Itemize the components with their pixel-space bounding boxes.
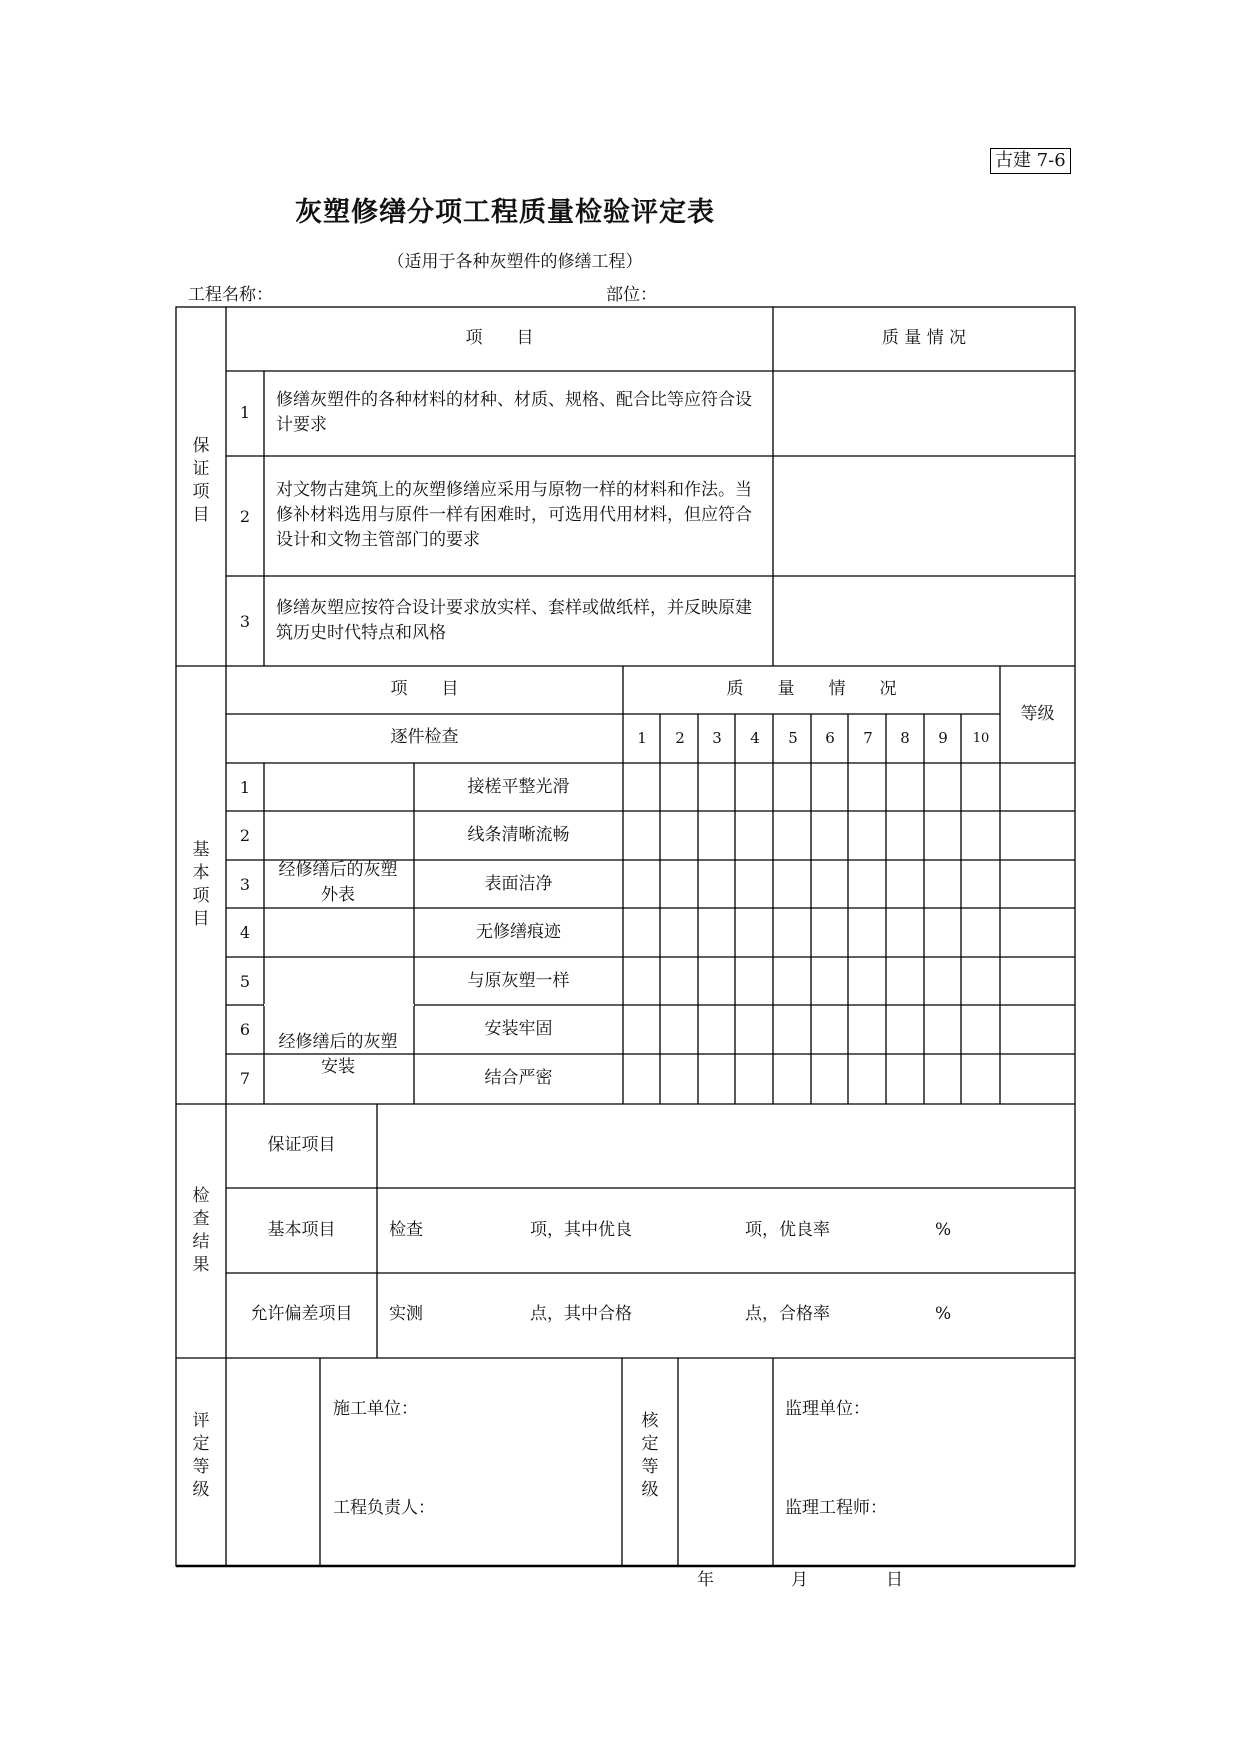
result-guarantee-label: 保证项目 [267,1135,336,1155]
guarantee-row-text: 修缮灰塑应按符合设计要求放实样、套样或做纸样，并反映原建筑历史时代特点和风格 [276,598,752,643]
dev-end-text: 点，合格率 [745,1304,830,1324]
date-year: 年 [697,1570,714,1590]
basic-row-no: 1 [239,778,251,797]
guarantee-row-no: 2 [239,507,251,526]
basic-col-item: 项 目 [390,679,459,699]
basic-row-no: 4 [239,923,251,942]
check-number: 3 [712,729,722,747]
guarantee-section-label: 保证项目 [192,436,210,525]
basic-row-item: 安装牢固 [484,1019,553,1039]
guarantee-col-item: 项 目 [465,328,534,348]
location-label: 部位： [606,285,657,305]
basic-row-item: 表面洁净 [484,874,553,894]
dev-check-text: 实测 [389,1304,423,1324]
basic-pct-text: % [935,1220,952,1240]
project-name-label: 工程名称： [188,285,273,305]
check-number: 4 [750,729,760,747]
supervision-unit-label: 监理单位： [785,1399,870,1419]
basic-row-no: 6 [239,1020,251,1039]
basic-group-1: 经修缮后的灰塑外表 [278,860,398,905]
check-number: 7 [863,729,873,747]
check-number: 9 [938,729,948,747]
check-number: 2 [675,729,685,747]
basic-row-item: 与原灰塑一样 [467,971,570,991]
doc-code: 古建 7-6 [990,148,1071,174]
basic-row-item: 线条清晰流畅 [467,825,570,845]
page-title: 灰塑修缮分项工程质量检验评定表 [295,197,715,228]
basic-section-label: 基本项目 [192,840,210,929]
supervisor-label: 监理工程师： [785,1498,887,1518]
result-basic-label: 基本项目 [267,1220,336,1240]
construction-unit-label: 施工单位： [333,1399,418,1419]
basic-row-item: 无修缮痕迹 [476,922,561,942]
result-section-label: 检查结果 [192,1186,210,1275]
guarantee-col-quality: 质 量 情 况 [881,328,967,348]
guarantee-row-no: 1 [239,403,251,422]
basic-row-item: 接槎平整光滑 [467,777,570,797]
date-day: 日 [886,1570,903,1590]
evaluation-section-label: 评定等级 [192,1411,210,1500]
basic-check-text: 检查 [389,1220,423,1240]
guarantee-row-text: 对文物古建筑上的灰塑修缮应采用与原物一样的材料和作法。当修补材料选用与原件一样有困难时，可选用代用材料，但应符合设计和文物主管部门的要求 [276,480,752,550]
guarantee-row-no: 3 [239,612,251,631]
basic-col-grade: 等级 [1020,704,1055,724]
check-number: 5 [788,729,798,747]
check-number: 10 [972,731,990,746]
dev-mid-text: 点，其中合格 [530,1304,632,1324]
basic-row-item: 结合严密 [484,1068,553,1088]
check-number: 1 [637,729,647,747]
basic-mid-text: 项，其中优良 [530,1220,632,1240]
check-number: 6 [825,729,835,747]
result-deviation-label: 允许偏差项目 [250,1304,353,1324]
dev-pct-text: % [935,1304,952,1324]
verify-grade-label: 核定等级 [641,1411,659,1500]
guarantee-row-text: 修缮灰塑件的各种材料的材种、材质、规格、配合比等应符合设计要求 [276,390,752,435]
basic-group-2: 经修缮后的灰塑安装 [278,1032,398,1077]
basic-row-no: 2 [239,826,251,845]
date-month: 月 [791,1570,808,1590]
basic-row-no: 3 [239,875,251,894]
page-subtitle: （适用于各种灰塑件的修缮工程） [387,252,643,272]
check-number: 8 [900,729,910,747]
project-leader-label: 工程负责人： [333,1498,435,1518]
basic-row-no: 7 [239,1069,251,1088]
check-each-label: 逐件检查 [390,727,459,747]
basic-col-quality: 质 量 情 况 [726,679,897,699]
basic-end-text: 项，优良率 [745,1220,830,1240]
basic-row-no: 5 [239,972,251,991]
